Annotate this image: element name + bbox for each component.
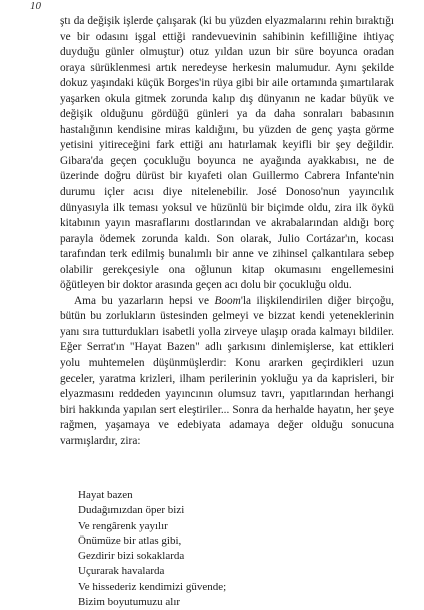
poem-line: Ve hissederiz kendimizi güvende;: [78, 580, 227, 593]
poem-line: Önümüze bir atlas gibi,: [78, 534, 182, 547]
poem-line: Ve rengârenk yayılır: [78, 519, 168, 532]
paragraph-2-text-end: 'la ilişkilendirilen diğer birçoğu, bütün bu zorlukların üstesinden gelmeyi ve bizzat kendi yeteneklerinin yanı sıra tutturdukları isabetli yolla zirveye ulaşıp orada kalmayı bildiler. Eğer Serrat'ın "Hayat Bazen" adlı şarkısını dinlemişlerse, kat ettikleri yolu muhtemelen düşünmüşlerdir: Konu ararken geçirdikleri uzun geceler, yaratma krizleri, ilham perilerinin yokluğu ya da kaprisleri, bir elyazmasını reddeden yayıncının olumsuz tavrı, yapıtlarından herhangi biri hakkında yapılan sert eleştiriler... Sonra da herhalde hayatın, her şeye rağmen, yaşamaya ve edebiyata adamaya değer olduğu sonucuna varmışlardır, zira:: [60, 294, 394, 447]
poem-line: Uçurarak havalarda: [78, 565, 165, 578]
body-text: [60, 14, 394, 449]
page-number: 10: [30, 0, 41, 12]
boom-italic-term: Boom: [214, 294, 241, 307]
poem-line: Dudağımızdan öper bizi: [78, 504, 185, 517]
poem-quote: [78, 488, 226, 610]
paragraph-2: [60, 294, 394, 449]
paragraph-1-text: ştı da değişik işlerde çalışarak (ki bu yüzden elyazmalarını rehin bıraktığı ve bir odasını işgal ettiği randevuevinin sahibinin kefilliğine ihtiyaç duyduğu günler olmuştur) otuz yıldan uzun bir süre boyunca oradan oraya sürüklenmesi artık neredeyse herkesin malumudur. Aynı şekilde dokuz yaşındaki küçük Borges'in rüya gibi bir aile ortamında şımartılarak yaşarken okula gitmek zorunda kalıp dış dünyanın ne kadar büyük ve değişik olduğunu gördüğü günleri ya da daha sonraları babasının hastalığının kendisine miras kaldığını, bu yüzden de genç yaşta görme yetisini yitireceğini fark ettiği anı hatırlamak keyifli bir şey değildir. Gibara'da geçen çocukluğu boyunca ne ayağında ayakkabısı, ne de üzerinde doğru dürüst bir kıyafeti olan Guillermo Cabrera Infante'nin durumu içler acısı diye nitelenebilir. José Donoso'nun yayıncılık dünyasıyla ilk teması yoksul ve hüzünlü bir biçimde oldu, zira ilk öykü kitabının yayın masraflarını dostlarından ve akrabalarından aldığı borç parayla ödemek zorunda kaldı. Son olarak, Julio Cortázar'ın, kocası tarafından terk edilmiş bunalımlı bir anne ve zihinsel çalkantılara sebep olabilir gerekçesiyle ona oğlunun kitap okumasını engellemesini öğütleyen bir doktor arasında geçen acı dolu bir çocukluğu oldu.: [60, 15, 394, 292]
poem-line: Hayat bazen: [78, 489, 133, 501]
poem-line: Bizim boyutumuzu alır: [78, 596, 181, 609]
paragraph-1: [60, 14, 394, 294]
paragraph-2-text-start: Ama bu yazarların hepsi ve: [74, 294, 215, 307]
poem-line: Gezdirir bizi sokaklarda: [78, 550, 185, 563]
